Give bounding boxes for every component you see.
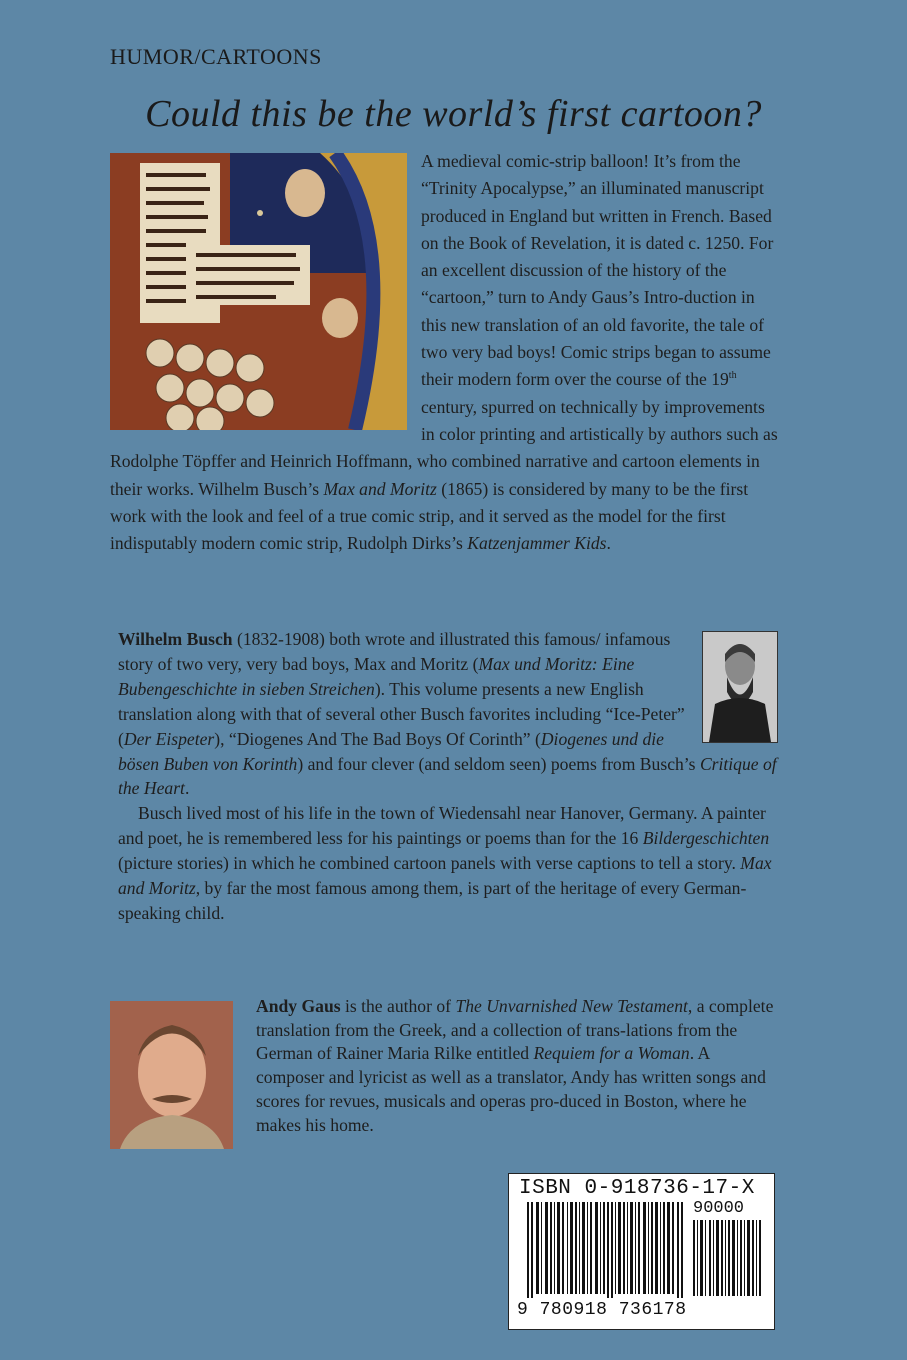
- gaus-photo-image: [110, 1001, 233, 1149]
- price-code: 90000: [693, 1199, 745, 1218]
- manuscript-image: [110, 153, 407, 430]
- author-section: Andy Gaus is the author of The Unvarnished New Testament, a complete translation from the Greek, and a collection of trans-lations from the German of Rainer Maria Rilke entitled Requiem for a Woman. A composer and lyricist as well as a translator, Andy has written songs and scores for revues, musicals and operas pro-duced in Boston, where he makes his home.: [256, 996, 774, 1135]
- busch-paragraph-2: Busch lived most of his life in the town of Wiedensahl near Hanover, Germany. A painter and poet, he is remembered less for his paintings or poems than for the 16 Bildergeschichten (picture stories) in which he combined cartoon panels with verse captions to tell a story. Max and Moritz, by far the most famous among them, is part of the heritage of every German-speaking child.: [118, 803, 772, 923]
- intro-section: A medieval comic-strip balloon! It’s from the “Trinity Apocalypse,” an illuminated manuscript produced in England but written in French. Based on the Book of Revelation, it is dated c. 1250. For an excellent discussion of the history of the “cartoon,” turn to Andy Gaus’s Intro-duction in this new translation of an old favorite, the tale of two very bad boys! Comic strips began to assume their modern form over the course of the 19th century, spurred on technically by improvements in color printing and artistically by authors such as Rodolphe Töpffer and Heinrich Hoffmann, who combined narrative and cartoon elements in their works. Wilhelm Busch’s Max and Moritz (1865) is considered by many to be the first work with the look and feel of a true comic strip, and it served as the model for the first indisputably modern comic strip, Rudolph Dirks’s Katzenjammer Kids.: [110, 151, 778, 554]
- headline: Could this be the world’s first cartoon?: [145, 93, 762, 135]
- category-label: HUMOR/CARTOONS: [110, 44, 322, 69]
- busch-section: [118, 627, 778, 926]
- isbn-barcode: [508, 1173, 775, 1330]
- ean-number: 9 780918 736178: [517, 1300, 687, 1320]
- busch-portrait-image: [702, 631, 778, 743]
- isbn-number: ISBN 0-918736-17-X: [519, 1177, 755, 1200]
- busch-paragraph-1: Wilhelm Busch (1832-1908) both wrote and illustrated this famous/ infamous story of two very, very bad boys, Max and Moritz (Max und Moritz: Eine Bubengeschichte in sieben Streichen). This volume presents a new English translation along with that of several other Busch favorites including “Ice-Peter” (Der Eispeter), “Diogenes And The Bad Boys Of Corinth” (Diogenes und die bösen Buben von Korinth) and four clever (and seldom seen) poems from Busch’s Critique of the Heart.: [118, 629, 777, 799]
